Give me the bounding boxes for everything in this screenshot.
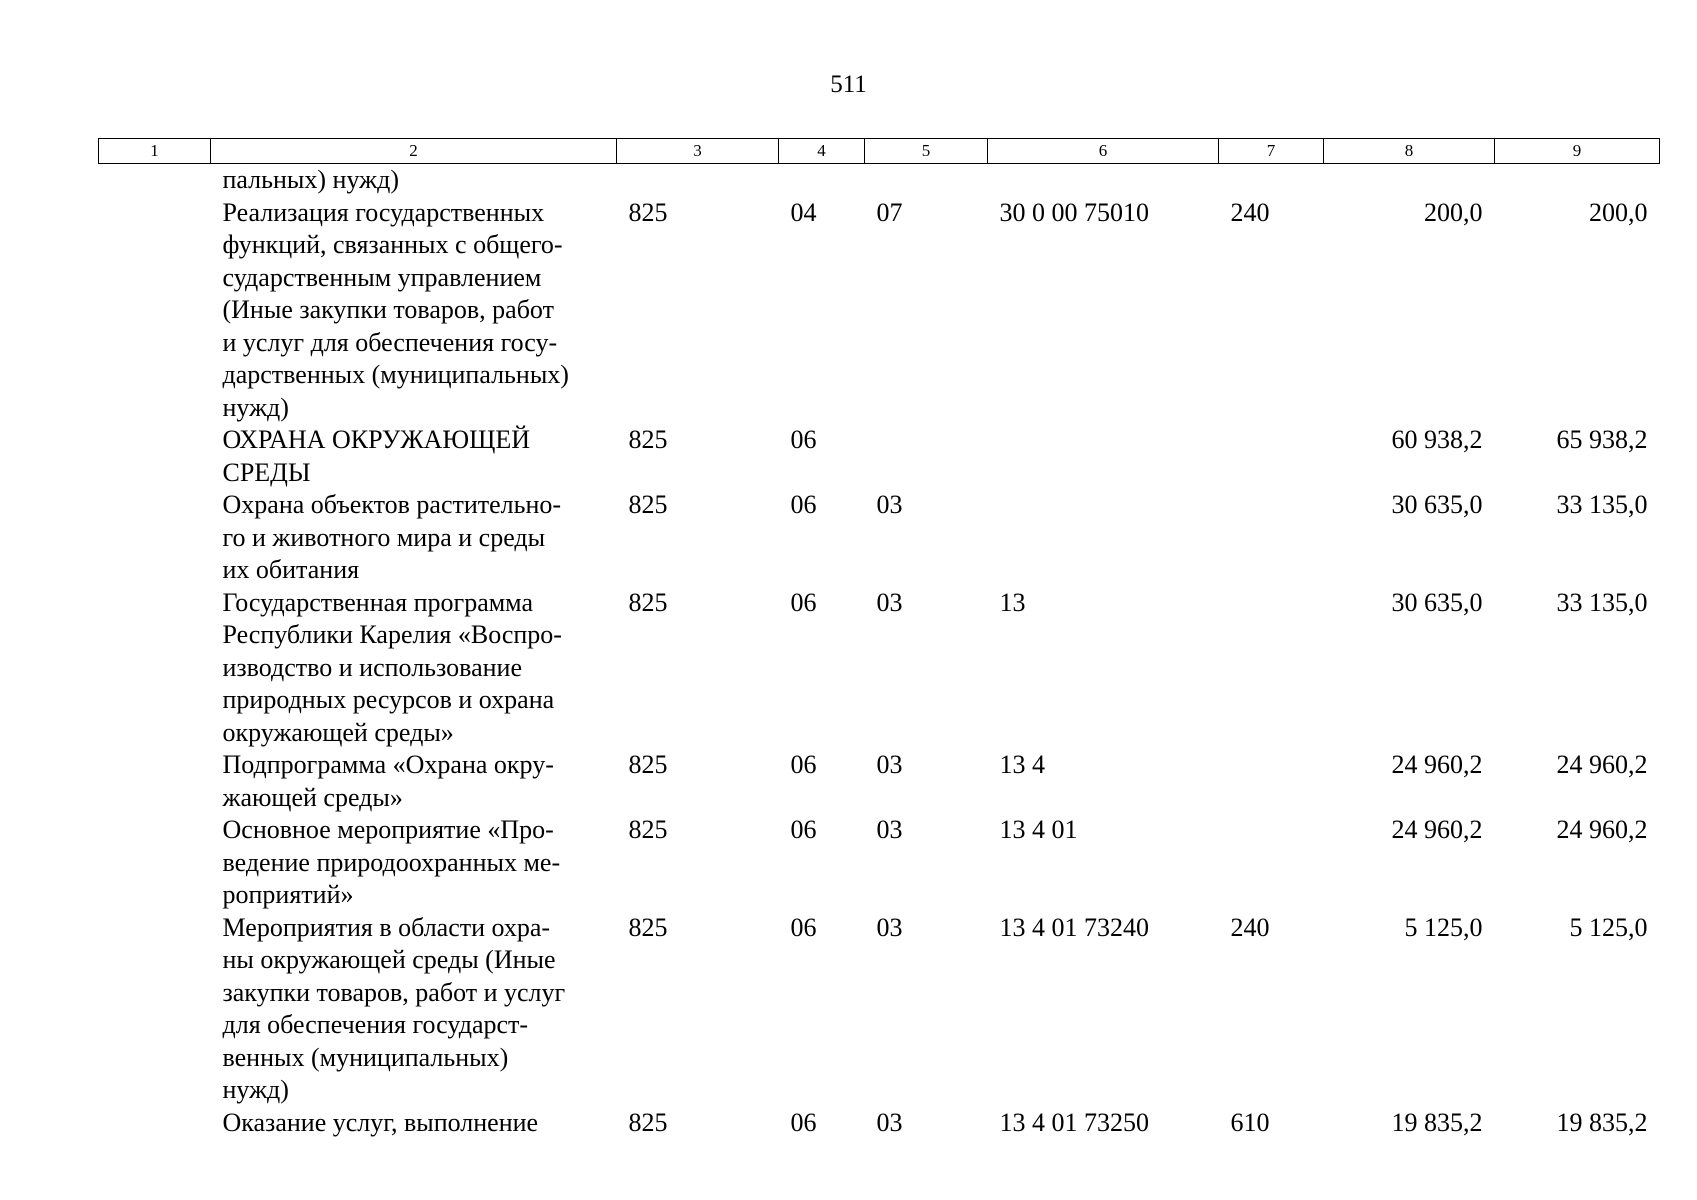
cell-c7 (1219, 489, 1324, 587)
cell-c4: 06 (790, 1107, 817, 1137)
cell-c9: 24 960,2 (1556, 815, 1648, 844)
cell-c3: 825 (628, 490, 668, 519)
row-code-cell (99, 164, 211, 197)
description-line: дарственных (муниципальных) (222, 360, 569, 389)
cell-c7: 240 (1230, 197, 1270, 227)
cell-c3: 825 (628, 1107, 668, 1137)
cell-c5 (865, 424, 988, 489)
budget-table (98, 138, 1660, 1139)
cell-c8: 24 960,2 (1391, 750, 1483, 779)
row-description (211, 912, 617, 1107)
cell-c7 (1219, 424, 1324, 489)
cell-c7 (1219, 164, 1324, 197)
description-line: (Иные закупки товаров, работ (222, 295, 554, 324)
column-header: 4 (779, 139, 865, 164)
cell-c9: 5 125,0 (1569, 912, 1648, 942)
cell-c8: 60 938,2 (1391, 425, 1483, 454)
cell-c6: 13 4 01 73240 (999, 912, 1149, 942)
page-number: 511 (830, 71, 867, 98)
row-code-cell (99, 489, 211, 587)
description-line: Основное мероприятие «Про- (222, 815, 554, 844)
table-row (99, 814, 1660, 912)
cell-c8: 30 635,0 (1391, 490, 1483, 519)
cell-c8: 19 835,2 (1391, 1107, 1483, 1137)
row-code-cell (99, 424, 211, 489)
description-line: роприятий» (222, 880, 354, 909)
cell-c6 (988, 424, 1219, 489)
description-line: СРЕДЫ (222, 457, 311, 487)
description-line: функций, связанных с общего- (222, 230, 563, 259)
cell-c4: 04 (790, 197, 817, 227)
table-row (99, 587, 1660, 750)
cell-c8: 200,0 (1424, 197, 1483, 227)
cell-c5: 03 (876, 490, 903, 519)
column-header: 5 (865, 139, 988, 164)
description-line: изводство и использование (222, 652, 522, 682)
table-row (99, 164, 1660, 197)
column-header: 2 (211, 139, 617, 164)
description-line: Мероприятия в области охра- (222, 912, 551, 942)
row-code-cell (99, 912, 211, 1107)
description-line: Подпрограмма «Охрана окру- (222, 750, 554, 779)
description-line: окружающей среды» (222, 717, 454, 747)
cell-c5: 03 (876, 912, 903, 942)
description-line: и услуг для обеспечения госу- (222, 327, 558, 357)
description-line: пальных) нужд) (222, 165, 399, 194)
table-body (99, 164, 1660, 1140)
description-line: ведение природоохранных ме- (222, 847, 561, 877)
table-row (99, 489, 1660, 587)
row-description (211, 197, 617, 425)
description-line: Государственная программа (222, 587, 534, 617)
cell-c6 (988, 164, 1219, 197)
cell-c7 (1219, 814, 1324, 912)
description-line: венных (муниципальных) (222, 1042, 509, 1072)
cell-c8: 24 960,2 (1391, 815, 1483, 844)
column-header: 9 (1495, 139, 1660, 164)
cell-c6 (988, 489, 1219, 587)
cell-c3: 825 (628, 815, 668, 844)
row-code-cell (99, 1107, 211, 1140)
cell-c6: 13 (999, 587, 1026, 617)
column-header: 8 (1324, 139, 1495, 164)
description-line: закупки товаров, работ и услуг (222, 977, 566, 1007)
cell-c3: 825 (628, 750, 668, 779)
cell-c9: 33 135,0 (1556, 490, 1648, 519)
cell-c3: 825 (628, 912, 668, 942)
cell-c5: 03 (876, 587, 903, 617)
description-line: Оказание услуг, выполнение (222, 1107, 539, 1137)
description-line: ОХРАНА ОКРУЖАЮЩЕЙ (222, 425, 531, 454)
row-code-cell (99, 587, 211, 750)
table-row (99, 424, 1660, 489)
cell-c8: 5 125,0 (1404, 912, 1483, 942)
cell-c9: 24 960,2 (1556, 750, 1648, 779)
row-code-cell (99, 197, 211, 425)
table-row (99, 1107, 1660, 1140)
cell-c6: 13 4 01 (999, 815, 1078, 844)
cell-c7 (1219, 749, 1324, 814)
row-description (211, 749, 617, 814)
cell-c9: 33 135,0 (1556, 587, 1648, 617)
description-line: нужд) (222, 392, 289, 422)
cell-c9: 19 835,2 (1556, 1107, 1648, 1137)
cell-c8: 30 635,0 (1391, 587, 1483, 617)
cell-c4: 06 (790, 425, 817, 454)
cell-c9 (1495, 164, 1660, 197)
cell-c3 (617, 164, 779, 197)
description-line: природных ресурсов и охрана (222, 685, 555, 714)
cell-c4: 06 (790, 750, 817, 779)
row-code-cell (99, 814, 211, 912)
cell-c3: 825 (628, 197, 668, 227)
table-row (99, 197, 1660, 425)
table-row (99, 912, 1660, 1107)
cell-c5: 07 (876, 197, 903, 227)
cell-c6: 30 0 00 75010 (999, 197, 1149, 227)
cell-c5: 03 (876, 1107, 903, 1137)
description-line: жающей среды» (222, 782, 403, 812)
cell-c4: 06 (790, 587, 817, 617)
table-row (99, 749, 1660, 814)
cell-c5: 03 (876, 750, 903, 779)
row-description (211, 424, 617, 489)
row-description (211, 1107, 617, 1140)
cell-c4 (779, 164, 865, 197)
column-header: 6 (988, 139, 1219, 164)
column-number-row (99, 139, 1660, 164)
description-line: Охрана объектов растительно- (222, 490, 562, 519)
cell-c7: 240 (1230, 912, 1270, 942)
cell-c3: 825 (628, 587, 668, 617)
cell-c4: 06 (790, 815, 817, 844)
column-header: 3 (617, 139, 779, 164)
description-line: Республики Карелия «Воспро- (222, 620, 562, 649)
description-line: их обитания (222, 555, 360, 584)
cell-c3: 825 (628, 425, 668, 454)
cell-c9: 200,0 (1589, 197, 1648, 227)
row-description (211, 489, 617, 587)
cell-c5 (865, 164, 988, 197)
cell-c6: 13 4 (999, 750, 1045, 779)
row-description (211, 164, 617, 197)
cell-c8 (1324, 164, 1495, 197)
row-description (211, 814, 617, 912)
row-code-cell (99, 749, 211, 814)
description-line: нужд) (222, 1075, 289, 1104)
column-header: 1 (99, 139, 211, 164)
cell-c4: 06 (790, 912, 817, 942)
column-header: 7 (1219, 139, 1324, 164)
cell-c6: 13 4 01 73250 (999, 1107, 1149, 1137)
cell-c5: 03 (876, 815, 903, 844)
cell-c7: 610 (1230, 1107, 1270, 1137)
description-line: сударственным управлением (222, 262, 542, 292)
row-description (211, 587, 617, 750)
cell-c9: 65 938,2 (1556, 425, 1648, 454)
description-line: Реализация государственных (222, 197, 545, 227)
description-line: ны окружающей среды (Иные (222, 945, 556, 974)
cell-c4: 06 (790, 490, 817, 519)
description-line: для обеспечения государст- (222, 1010, 529, 1039)
cell-c7 (1219, 587, 1324, 750)
description-line: го и животного мира и среды (222, 522, 546, 552)
